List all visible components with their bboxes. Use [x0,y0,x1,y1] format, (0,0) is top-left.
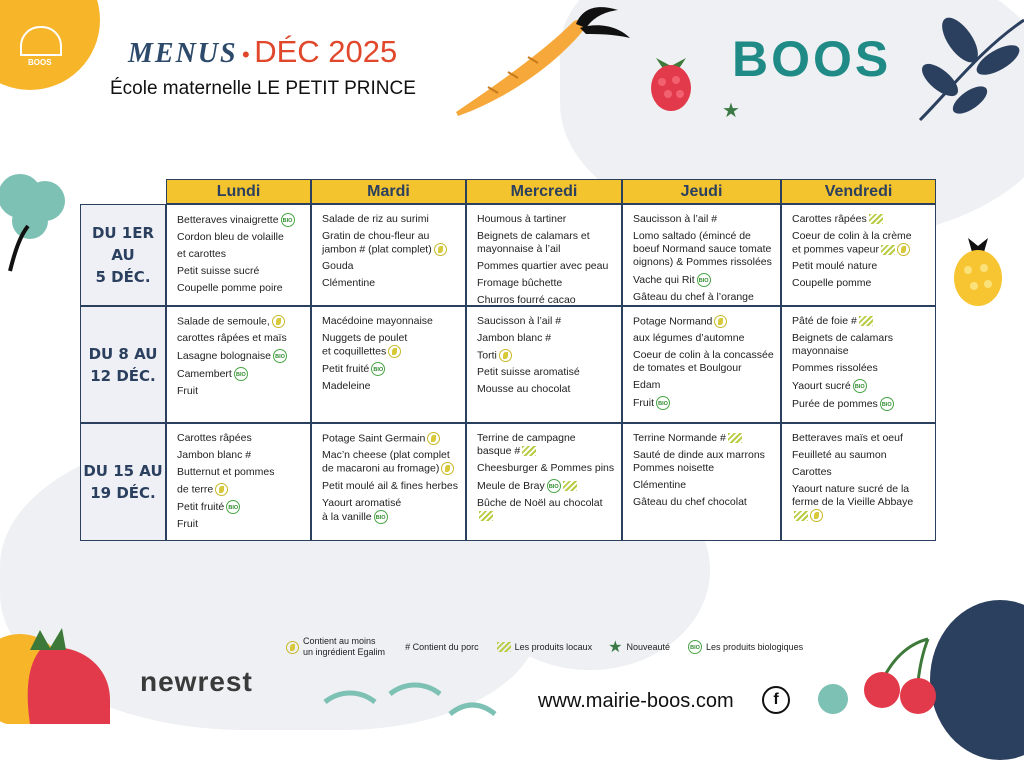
menu-item-text: Churros fourré cacao [477,294,576,306]
bio-icon: BIO [273,349,287,363]
menu-item [177,282,304,295]
menu-item-text: Salade de semoule, [177,315,270,328]
menu-item [633,496,774,509]
menu-item-text: Yaourt sucré [792,379,851,392]
menu-item [792,277,929,290]
egalim-icon [434,243,447,256]
egalim-icon [897,243,910,256]
legend-nouveau-text: Nouveauté [626,641,671,652]
egalim-icon [215,483,228,496]
menu-item [792,230,929,256]
menu-item [322,449,459,475]
week-label-line2: 19 DÉC. [90,484,156,502]
menu-item-text: Petit suisse sucré [177,265,260,277]
menu-item [322,362,459,376]
menu-item-text: Fruit [177,518,198,531]
menu-item [477,349,615,362]
legend-egalim-text: Contient au moins un ingrédient Egalim [303,636,386,657]
legend-bio [686,640,803,654]
menu-item-text: de terre [177,483,214,496]
menu-item [177,349,304,363]
menu-item-text: Cheesburger & Pommes pins [477,462,615,474]
menu-item-text: Coupelle pomme [792,277,872,290]
menu-item [177,265,304,278]
menu-item-text: Gratin de chou-fleur au jambon # (plat complet) [322,230,432,256]
leaves-decoration-icon [900,0,1024,130]
menu-item [633,273,774,287]
website-link[interactable]: www.mairie-boos.com [538,690,734,712]
menu-item [177,231,304,244]
town-logo-building-icon [20,26,62,56]
bio-icon: BIO [656,396,670,410]
menu-item [322,332,459,358]
broccoli-icon [0,166,70,276]
cherries-icon [858,634,948,720]
strawberry-icon [0,610,130,724]
menu-item-text: Fromage bûchette [477,277,563,289]
menu-item-text: Yaourt nature sucré de la ferme de la Vieille Abbaye [792,483,914,508]
menu-item-text: Petit fruité [177,501,225,514]
week-label-text [89,343,158,387]
title-separator: • [242,42,250,67]
legend-nouveau [608,637,670,657]
bio-icon: BIO [226,500,240,514]
menu-item-text: Lasagne bolognaise [177,350,271,363]
menu-item [477,213,615,226]
week-label-line2: 5 DÉC. [95,268,151,286]
menu-item-text: Beignets de calamars et mayonnaise à l’ail [477,230,590,255]
menu-item-text: Terrine de campagne basque # [477,432,576,457]
menu-item-text: Petit moulé nature [792,260,878,273]
menu-item [792,213,929,226]
menu-item-text: Fruit [633,397,654,410]
menu-item [477,277,615,290]
menu-item-text: Carottes râpées [792,213,867,225]
bio-icon: BIO [374,510,388,524]
menu-item-text: Betteraves maïs et oeuf [792,432,903,444]
menu-item [633,379,774,392]
menu-item [792,362,929,375]
boos-brand-logo: BOOS [732,31,892,87]
menu-item [322,480,459,493]
local-products-icon [728,433,742,443]
menu-item [477,260,615,273]
menu-item-text: Carottes râpées [177,432,252,444]
menu-item-text: Betteraves vinaigrette [177,213,279,226]
menu-item [177,332,304,345]
menu-cell [311,306,466,423]
legend-porc-text: # Contient du porc [405,641,479,652]
menu-item [322,432,459,445]
menu-item-text: Gâteau du chef à l’orange [633,291,754,303]
local-products-icon [881,245,895,255]
menu-item-text: Coupelle pomme poire [177,282,283,294]
menu-item [792,449,929,462]
menu-item [633,332,774,345]
egalim-icon [286,641,299,654]
menu-cell [781,423,936,541]
menu-item-text: Potage Saint Germain [322,432,426,445]
menu-item [633,449,774,475]
menu-item [477,479,615,493]
menu-item-text: Vache qui Rit [633,273,695,286]
menu-item-text: Bûche de Noël au chocolat [477,497,603,509]
menu-item [322,315,459,328]
week-label [80,204,166,306]
menu-item-text: carottes râpées et maïs [177,332,287,345]
week-label-text [83,460,162,504]
menu-cell [166,423,311,541]
menu-cell [781,204,936,306]
menu-item-text: Pommes quartier avec peau [477,260,609,272]
menu-item [792,483,929,522]
local-products-icon [869,214,883,224]
bio-icon: BIO [234,367,248,381]
egalim-icon [810,509,823,522]
menu-item-text: Petit moulé ail & fines herbes [322,479,458,492]
local-products-icon [859,316,873,326]
menu-item-text: Potage Normand [633,315,713,328]
menu-item-text: Camembert [177,368,232,381]
menu-item [633,479,774,492]
menu-item-text: Jambon blanc # [177,449,252,461]
menu-item [177,213,304,227]
menu-item-text: Pommes rissolées [792,362,878,374]
menu-item-text: Nuggets de poulet et coquillettes [322,332,408,358]
menu-item [792,315,929,328]
menu-item-text: aux légumes d’automne [633,332,745,345]
menu-item-text: Petit fruité [322,363,370,376]
egalim-icon [272,315,285,328]
star-decoration-icon: ★ [722,100,740,122]
menu-item [177,315,304,328]
bio-icon: BIO [697,273,711,287]
week-label-text [81,222,165,288]
menu-item-text: Edam [633,379,661,392]
newrest-logo: newrest [140,666,253,697]
egalim-icon [714,315,727,328]
bio-icon: BIO [688,640,702,654]
week-label-line2: 12 DÉC. [90,366,156,385]
menu-item [177,449,304,462]
menu-item-text: Saucisson à l’ail # [477,315,562,327]
local-products-icon [563,481,577,491]
bio-icon: BIO [880,397,894,411]
day-header: Jeudi [622,179,781,204]
menu-item-text: Gâteau du chef chocolat [633,496,747,508]
carrot-icon [448,2,638,120]
menu-item-text: Clémentine [322,277,376,290]
week-label [80,423,166,541]
menu-item-text: Sauté de dinde aux marrons Pommes noisette [633,449,765,474]
bio-icon: BIO [371,362,385,376]
day-header: Mardi [311,179,466,204]
egalim-icon [499,349,512,362]
menu-item [633,230,774,269]
menu-item [477,332,615,345]
menu-item-text: Macédoine mayonnaise [322,315,433,327]
menu-item-text: Feuilleté au saumon [792,449,887,461]
menu-item [477,366,615,379]
clover-decoration-icon [818,684,848,714]
menu-item [177,483,304,496]
menu-cell [466,423,622,541]
menu-cell [466,204,622,306]
menu-item [633,396,774,410]
menu-item [477,315,615,328]
menu-item [633,213,774,226]
menu-item-text: Yaourt aromatisé à la vanille [322,496,402,523]
waves-decoration-icon [320,680,500,724]
menu-item-text: Lomo saltado (émincé de boeuf Normand sauce tomate oignons) & Pommes rissolées [633,230,772,268]
egalim-icon [388,345,401,358]
menu-cell [311,204,466,306]
menu-item [177,367,304,381]
menu-item-text: Mac’n cheese (plat complet de macaroni au fromage) [322,449,450,475]
menu-item [792,332,929,358]
legend-porc [401,642,479,653]
day-header: Vendredi [781,179,936,204]
menu-item [792,379,929,393]
menu-item-text: Gouda [322,260,354,273]
legend-bio-text: Les produits biologiques [706,641,804,652]
local-products-icon [479,511,493,521]
legend-local-text: Les produits locaux [514,641,593,652]
menu-item [633,432,774,445]
legend [284,636,819,658]
week-label-line1: DU 1ER AU [91,224,155,264]
menu-cell [466,306,622,423]
menu-item-text: Jambon blanc # [477,332,552,344]
menu-item-text: Purée de pommes [792,397,878,410]
menu-item-text: Cordon bleu de volaille [177,231,284,243]
town-logo-text: BOOS [28,58,52,67]
menu-item-text: Petit suisse aromatisé [477,366,580,379]
menu-item [633,291,774,304]
facebook-icon[interactable]: f [762,686,790,714]
bio-icon: BIO [281,213,295,227]
menu-item [177,432,304,445]
menu-item-text: Saucisson à l’ail # [633,213,718,225]
menu-item-text: Beignets de calamars mayonnaise [792,332,893,357]
egalim-icon [427,432,440,445]
day-header: Lundi [166,179,311,204]
menu-item [792,432,929,445]
bio-icon: BIO [547,479,561,493]
menu-item [633,315,774,328]
week-label-line1: DU 15 AU [83,462,163,480]
menu-item [477,432,615,458]
menu-item-text: Houmous à tartiner [477,213,567,225]
menu-item-text: Clémentine [633,479,687,491]
star-icon: ★ [608,639,623,656]
menu-item-text: Meule de Bray [477,479,545,492]
menu-cell [622,423,781,541]
day-header: Mercredi [466,179,622,204]
menu-cell [166,204,311,306]
menu-item [322,277,459,290]
menu-item-text: Fruit [177,385,198,398]
page-title [128,34,397,70]
menus-label: MENUS [128,38,238,69]
raspberry-icon [646,48,696,114]
menu-item-text: Pâté de foie # [792,315,857,327]
menu-item-text: Torti [477,349,497,362]
menu-item-text: Coeur de colin à la concassée de tomates et Boulgour [633,349,774,375]
legend-egalim [284,636,385,658]
menu-item-text: et carottes [177,248,227,260]
menu-item [322,260,459,273]
month-label: DÉC 2025 [254,34,398,69]
menu-item [177,466,304,479]
menu-cell [781,306,936,423]
menu-item [322,497,459,524]
menu-item-text: Terrine Normande # [633,432,726,444]
menu-item [177,385,304,398]
menu-item-text: Mousse au chocolat [477,383,571,396]
menu-cell [166,306,311,423]
menu-item [477,497,615,523]
menu-item [477,294,615,306]
menu-cell [622,204,781,306]
school-name: École maternelle LE PETIT PRINCE [110,78,416,99]
menu-item [477,383,615,396]
menu-item [792,397,929,411]
menu-item [792,466,929,479]
menu-item [792,260,929,273]
menu-item-text: Butternut et pommes [177,466,275,478]
bio-icon: BIO [853,379,867,393]
menu-item-text: Madeleine [322,380,371,393]
legend-local [495,642,593,653]
menu-item [322,380,459,393]
menu-item [177,248,304,261]
menu-item [477,230,615,256]
menu-item [322,213,459,226]
menu-item [633,349,774,375]
local-products-icon [522,446,536,456]
menu-cell [311,423,466,541]
week-label-line1: DU 8 AU [88,344,158,363]
menu-item [177,500,304,514]
egalim-icon [441,462,454,475]
menu-item [177,518,304,531]
menu-item-text: Carottes [792,466,832,478]
menu-item [322,230,459,256]
yellow-raspberry-icon [948,230,1008,310]
week-label [80,306,166,423]
menu-cell [622,306,781,423]
local-products-icon [497,642,511,652]
local-products-icon [794,511,808,521]
menu-item-text: Salade de riz au surimi [322,213,429,225]
menu-item-text: Coeur de colin à la crème et pommes vapeur [792,230,912,256]
menu-item [477,462,615,475]
